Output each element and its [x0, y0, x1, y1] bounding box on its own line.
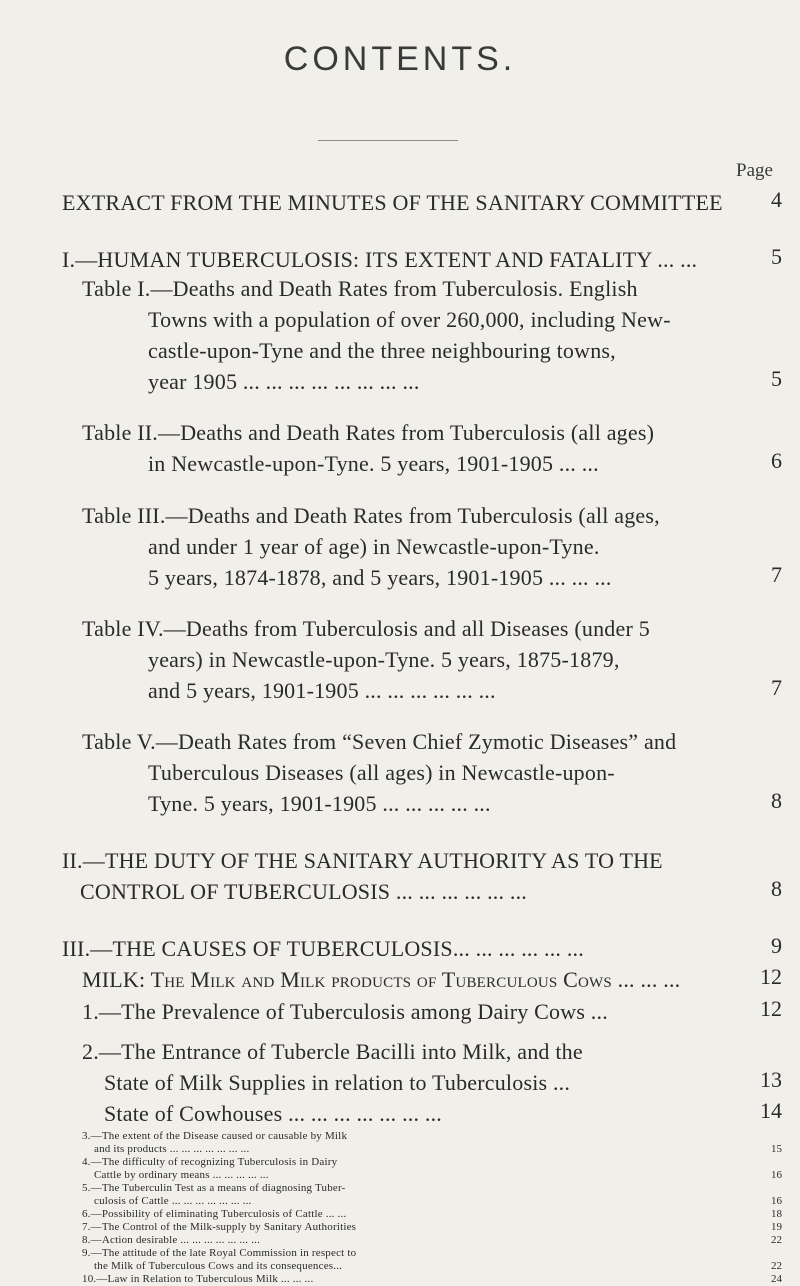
toc-entry-line: 8.—Action desirable ... ... ... ... ... ... ... — [82, 1234, 261, 1246]
toc-entry-line: Towns with a population of over 260,000, including New- — [148, 307, 671, 332]
toc-entry-line: Table I.—Deaths and Death Rates from Tuberculosis. English — [82, 276, 638, 301]
toc-entry-section-i — [62, 244, 697, 275]
toc-entry-line: 9.—The attitude of the late Royal Commission in respect to — [82, 1247, 357, 1259]
toc-entry-cowhouses — [104, 1098, 442, 1129]
toc-page-number: 8 — [771, 788, 782, 813]
toc-entry-table-iv — [82, 613, 650, 706]
toc-page-number: 13 — [760, 1067, 782, 1092]
toc-page-number: 16 — [771, 1195, 782, 1207]
toc-entry-line: 3.—The extent of the Disease caused or causable by Milk — [82, 1130, 348, 1142]
title-rule — [318, 140, 458, 141]
toc-page-number: 18 — [771, 1208, 782, 1220]
toc-entry-line: 1.—The Prevalence of Tuberculosis among Dairy Cows ... — [82, 999, 608, 1024]
toc-page-number: 5 — [771, 244, 782, 269]
toc-page-number: 15 — [771, 1143, 782, 1155]
toc-page-number: 9 — [771, 933, 782, 958]
toc-entry-line: and its products ... ... ... ... ... ... ... — [94, 1143, 250, 1155]
toc-entry-line: III.—THE CAUSES OF TUBERCULOSIS... ... ... ... ... ... — [62, 936, 584, 961]
toc-entry-line: culosis of Cattle ... ... ... ... ... ... ... — [94, 1195, 252, 1207]
toc-entry-line: year 1905 ... ... ... ... ... ... ... ... — [148, 369, 420, 394]
toc-entry-line: Table III.—Deaths and Death Rates from Tuberculosis (all ages, — [82, 503, 660, 528]
toc-entry-line: years) in Newcastle-upon-Tyne. 5 years, 1875-1879, — [148, 647, 620, 672]
toc-entry-line: 10.—Law in Relation to Tuberculous Milk ... ... ... — [82, 1273, 314, 1285]
toc-entry-line: Cattle by ordinary means ... ... ... ... ... — [94, 1169, 269, 1181]
toc-entry-table-iii — [82, 500, 660, 593]
toc-entry-line: II.—THE DUTY OF THE SANITARY AUTHORITY AS TO THE — [62, 848, 663, 873]
toc-page-number: 7 — [771, 675, 782, 700]
toc-entry-line: 6.—Possibility of eliminating Tuberculosis of Cattle ... ... — [82, 1208, 347, 1220]
toc-page-number: 16 — [771, 1169, 782, 1181]
toc-entry-section-iii — [62, 933, 584, 964]
toc-entry-extract — [62, 187, 723, 218]
toc-entry-line: State of Milk Supplies in relation to Tuberculosis ... — [104, 1070, 571, 1095]
toc-entry-item-3 — [82, 1130, 347, 1156]
toc-entry-line: 5 years, 1874-1878, and 5 years, 1901-1905 ... ... ... — [148, 565, 612, 590]
toc-entry-line: I.—HUMAN TUBERCULOSIS: ITS EXTENT AND FATALITY ... ... — [62, 247, 698, 272]
toc-entry-line: State of Cowhouses ... ... ... ... ... ... ... — [104, 1101, 442, 1126]
toc-entry-line: 7.—The Control of the Milk-supply by Sanitary Authorities — [82, 1221, 357, 1233]
toc-page-number: 5 — [771, 366, 782, 391]
toc-page-number: 14 — [760, 1098, 782, 1123]
toc-entry-item-9 — [82, 1247, 356, 1273]
toc-page-number: 8 — [771, 876, 782, 901]
page-title: CONTENTS. — [283, 40, 517, 78]
toc-entry-line: 4.—The difficulty of recognizing Tuberculosis in Dairy — [82, 1156, 338, 1168]
toc-entry-line: Table II.—Deaths and Death Rates from Tuberculosis (all ages) — [82, 420, 655, 445]
toc-entry-line: in Newcastle-upon-Tyne. 5 years, 1901-1905 ... ... — [148, 451, 599, 476]
toc-entry-line: 2.—The Entrance of Tubercle Bacilli into Milk, and the — [82, 1039, 583, 1064]
toc-entry-line: CONTROL OF TUBERCULOSIS ... ... ... ... ... ... — [80, 879, 527, 904]
toc-entry-table-i — [82, 273, 671, 397]
toc-page-number: 12 — [760, 996, 782, 1021]
toc-entry-item-1 — [82, 996, 608, 1027]
toc-entry-table-ii — [82, 417, 654, 479]
toc-entry-line: the Milk of Tuberculous Cows and its consequences... — [94, 1260, 343, 1272]
toc-entry-item-7 — [82, 1221, 356, 1234]
toc-page-number: 22 — [771, 1234, 782, 1246]
toc-entry-line: Tyne. 5 years, 1901-1905 ... ... ... ... ... — [148, 791, 491, 816]
toc-page-number: 24 — [771, 1273, 782, 1285]
toc-entry-milk — [82, 964, 680, 995]
toc-entry-line: MILK: The Milk and Milk products of Tuberculous Cows ... ... ... — [82, 967, 681, 992]
toc-page-number: 7 — [771, 562, 782, 587]
toc-entry-item-10 — [82, 1273, 313, 1286]
toc-page-number: 22 — [771, 1260, 782, 1272]
toc-entry-item-8 — [82, 1234, 260, 1247]
toc-entry-line: Table V.—Death Rates from “Seven Chief Zymotic Diseases” and — [82, 729, 677, 754]
toc-entry-item-2 — [82, 1036, 583, 1098]
toc-page-number: 19 — [771, 1221, 782, 1233]
toc-entry-line: Tuberculous Diseases (all ages) in Newcastle-upon- — [148, 760, 615, 785]
toc-entry-line: 5.—The Tuberculin Test as a means of diagnosing Tuber- — [82, 1182, 346, 1194]
toc-entry-item-5 — [82, 1182, 346, 1208]
toc-entry-section-ii — [62, 845, 663, 907]
toc-entry-line: EXTRACT FROM THE MINUTES OF THE SANITARY COMMITTEE — [62, 190, 723, 215]
toc-page-number: 12 — [760, 964, 782, 989]
toc-entry-line: and under 1 year of age) in Newcastle-upon-Tyne. — [148, 534, 600, 559]
toc-entry-table-v — [82, 726, 676, 819]
toc-entry-item-6 — [82, 1208, 346, 1221]
toc-entry-item-4 — [82, 1156, 337, 1182]
toc-page-number: 4 — [771, 187, 782, 212]
toc-entry-line: and 5 years, 1901-1905 ... ... ... ... ... ... — [148, 678, 496, 703]
toc-entry-line: castle-upon-Tyne and the three neighbouring towns, — [148, 338, 616, 363]
page-column-heading: Page — [736, 160, 773, 181]
toc-page-number: 6 — [771, 448, 782, 473]
toc-entry-line: Table IV.—Deaths from Tuberculosis and all Diseases (under 5 — [82, 616, 650, 641]
